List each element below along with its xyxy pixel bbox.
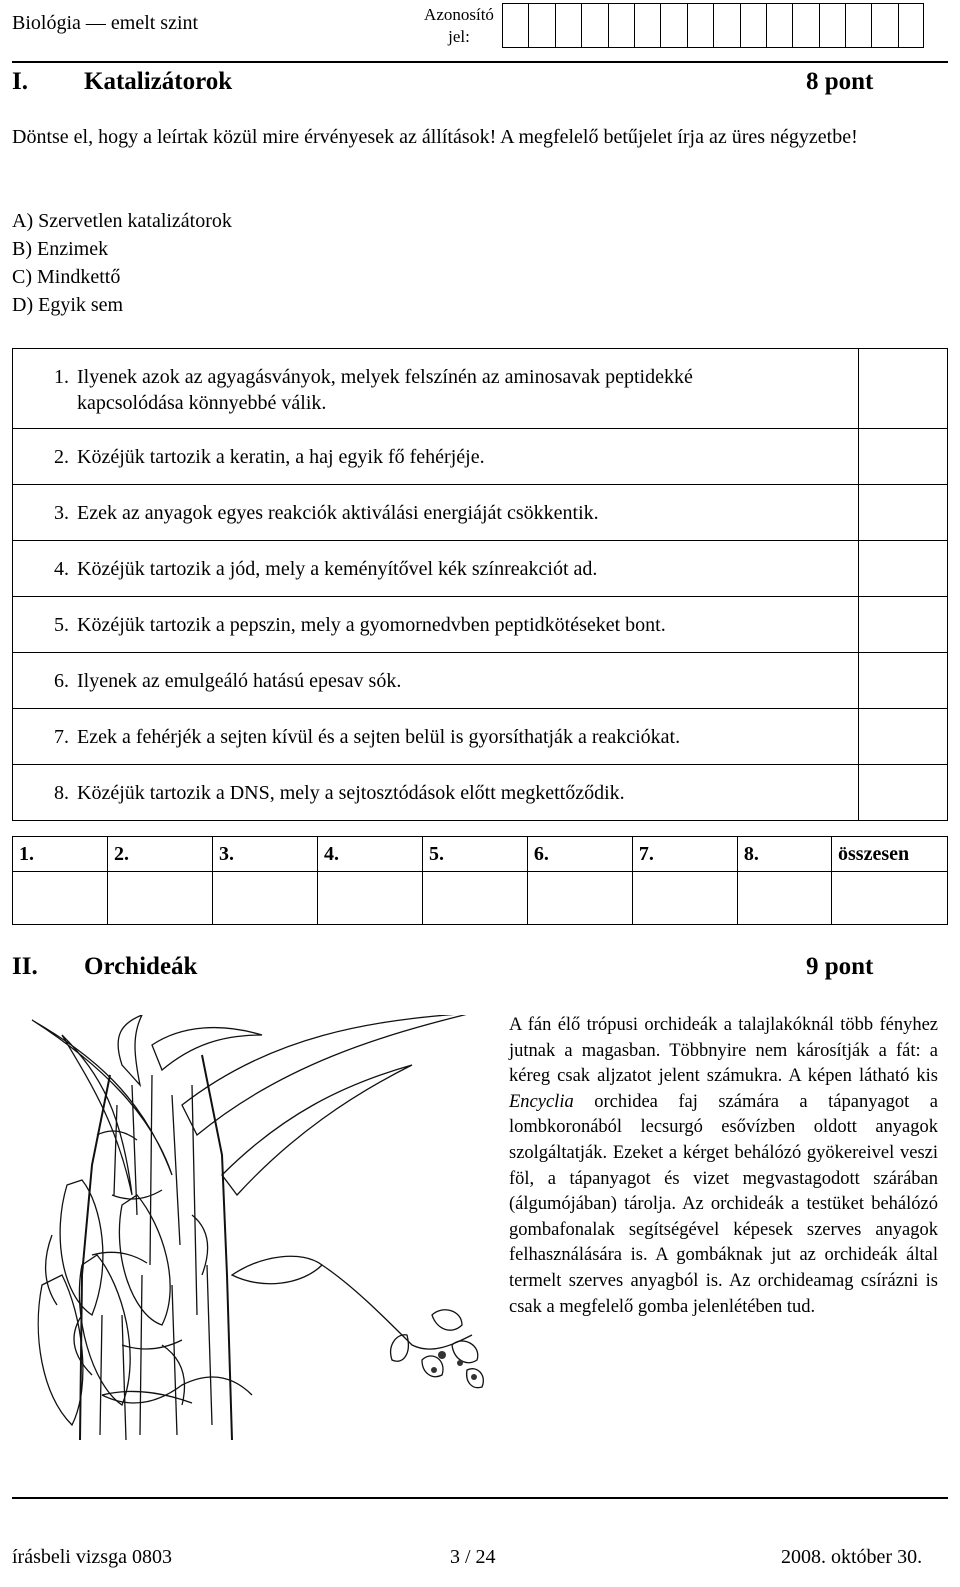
section2-title: Orchideák: [84, 953, 198, 980]
score-cell[interactable]: [108, 872, 213, 925]
score-header: 4.: [317, 837, 422, 872]
id-digit-box[interactable]: [634, 3, 660, 48]
option-d: D) Egyik sem: [12, 294, 124, 316]
header-subject: Biológia — emelt szint: [12, 12, 199, 34]
section2-text-part1: A fán élő trópusi orchideák a talajlakóknál több fényhez jutnak a magasban. Többnyire nem károsítják a fát: a kéreg csak aljzatot jelent számukra. A képen látható kis: [509, 1015, 938, 1087]
score-cell[interactable]: [317, 872, 422, 925]
score-cell[interactable]: [13, 872, 108, 925]
id-digit-box[interactable]: [502, 3, 528, 48]
id-digit-box[interactable]: [555, 3, 581, 48]
statement-text: Ezek a fehérjék a sejten kívül és a sejten belül is gyorsíthatják a reakciókat.: [77, 726, 681, 748]
id-boxes: [502, 3, 924, 48]
statement-row: [13, 653, 948, 709]
statement-number: 1.: [54, 366, 69, 388]
id-digit-box[interactable]: [687, 3, 713, 48]
statement-row: [13, 541, 948, 597]
id-digit-box[interactable]: [713, 3, 739, 48]
statement-number: 7.: [54, 726, 69, 748]
statement-text: Közéjük tartozik a jód, mely a keményítővel kék színreakciót ad.: [77, 558, 598, 580]
statement-row: [13, 485, 948, 541]
score-cell[interactable]: [422, 872, 527, 925]
footer-rule: [12, 1497, 948, 1499]
score-header: 8.: [737, 837, 831, 872]
statement-text: Közéjük tartozik a DNS, mely a sejtosztódások előtt megkettőződik.: [77, 782, 625, 804]
footer-page: 3 / 24: [450, 1546, 496, 1568]
statement-number: 4.: [54, 558, 69, 580]
species-name: Encyclia: [509, 1091, 574, 1112]
statement-number: 5.: [54, 614, 69, 636]
score-cell[interactable]: [737, 872, 831, 925]
answer-box[interactable]: [859, 429, 948, 485]
statement-number: 8.: [54, 782, 69, 804]
answer-box[interactable]: [859, 709, 948, 765]
score-cell[interactable]: [832, 872, 948, 925]
statement-text: Ilyenek azok az agyagásványok, melyek felszínén az aminosavak peptidekké kapcsolódása könnyebbé válik.: [77, 366, 693, 414]
score-header: 6.: [527, 837, 632, 872]
statement-number: 2.: [54, 446, 69, 468]
id-digit-box[interactable]: [660, 3, 686, 48]
score-header: összesen: [832, 837, 948, 872]
section1-title: Katalizátorok: [84, 68, 233, 95]
score-header: 2.: [108, 837, 213, 872]
section2-text: [509, 1013, 938, 1320]
score-header: 5.: [422, 837, 527, 872]
section2-points: 9 pont: [806, 953, 874, 980]
statements-table: [12, 348, 948, 821]
id-digit-box[interactable]: [898, 3, 924, 48]
answer-box[interactable]: [859, 765, 948, 821]
score-cell[interactable]: [213, 872, 318, 925]
answer-box[interactable]: [859, 485, 948, 541]
statement-row: [13, 765, 948, 821]
statement-text: Közéjük tartozik a pepszin, mely a gyomornedvben peptidkötéseket bont.: [77, 614, 666, 636]
statement-row: [13, 597, 948, 653]
statement-text: Ezek az anyagok egyes reakciók aktiválási energiáját csökkentik.: [77, 502, 599, 524]
answer-box[interactable]: [859, 349, 948, 429]
statement-number: 3.: [54, 502, 69, 524]
score-cell[interactable]: [632, 872, 737, 925]
answer-box[interactable]: [859, 541, 948, 597]
option-b: B) Enzimek: [12, 238, 109, 260]
option-a: A) Szervetlen katalizátorok: [12, 210, 232, 232]
score-table: [12, 836, 948, 925]
id-digit-box[interactable]: [792, 3, 818, 48]
answer-box[interactable]: [859, 653, 948, 709]
score-cell[interactable]: [527, 872, 632, 925]
section2-number: II.: [12, 953, 38, 980]
statement-text: Ilyenek az emulgeáló hatású epesav sók.: [77, 670, 402, 692]
id-digit-box[interactable]: [608, 3, 634, 48]
statement-row: [13, 349, 948, 429]
score-header: 7.: [632, 837, 737, 872]
score-header: 1.: [13, 837, 108, 872]
statement-number: 6.: [54, 670, 69, 692]
statement-text: Közéjük tartozik a keratin, a haj egyik fő fehérjéje.: [77, 446, 485, 468]
id-digit-box[interactable]: [766, 3, 792, 48]
orchid-illustration: [22, 1015, 492, 1440]
score-header: 3.: [213, 837, 318, 872]
id-digit-box[interactable]: [581, 3, 607, 48]
id-digit-box[interactable]: [845, 3, 871, 48]
section1-number: I.: [12, 68, 28, 95]
id-digit-box[interactable]: [528, 3, 554, 48]
option-c: C) Mindkettő: [12, 266, 121, 288]
statement-row: [13, 429, 948, 485]
id-digit-box[interactable]: [819, 3, 845, 48]
header-rule: [12, 61, 948, 63]
section2-text-part2: orchidea faj számára a tápanyagot a lombkoronából lecsurgó esővízben oldott anyagok szolgáltatják. Ezeket a kérget behálózó gyökereivel veszi föl, a tápanyagot és vizet megvastagodott szárában (álgumójában) tárolja. Az orchideák a testüket behálózó gombafonalak segítségével képesek szerves anyagok felhasználására is. A gombáknak jut az orchideák által termelt szerves anyagból is. Az orchideamag csírázni is csak a megfelelő gomba jelenlétében tud.: [509, 1091, 938, 1317]
header-id-label: Azonosító jel:: [424, 5, 494, 46]
id-digit-box[interactable]: [740, 3, 766, 48]
statement-row: [13, 709, 948, 765]
answer-box[interactable]: [859, 597, 948, 653]
section1-instruction: Döntse el, hogy a leírtak közül mire érvényesek az állítások! A megfelelő betűjelet írja az üres négyzetbe!: [12, 126, 858, 148]
footer-left: írásbeli vizsga 0803: [12, 1546, 172, 1568]
id-digit-box[interactable]: [871, 3, 897, 48]
footer-date: 2008. október 30.: [781, 1546, 923, 1568]
section1-points: 8 pont: [806, 68, 874, 95]
